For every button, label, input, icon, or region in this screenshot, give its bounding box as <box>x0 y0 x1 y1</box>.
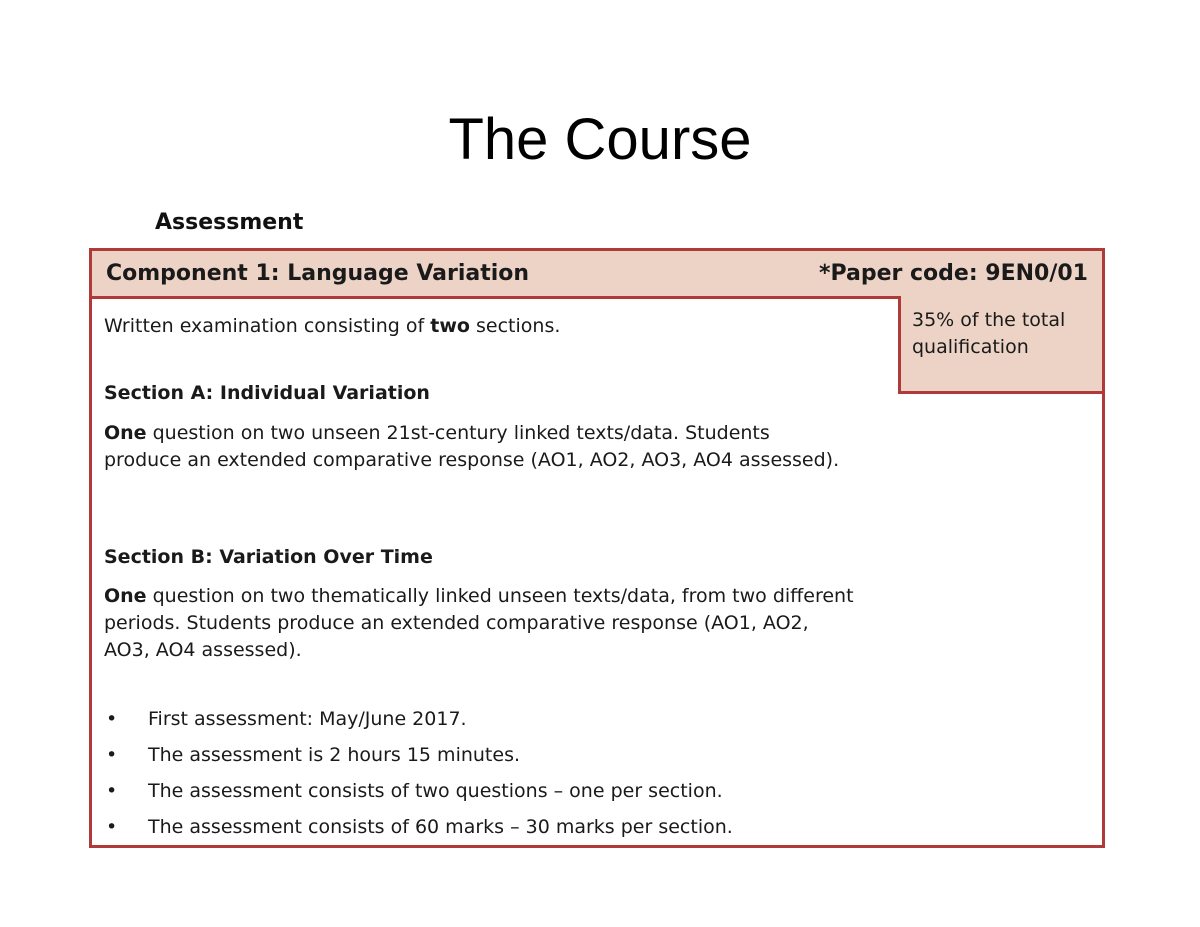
weighting-cell: 35% of the total qualification <box>898 296 1102 394</box>
bullet-icon: • <box>106 744 118 766</box>
section-a-heading: Section A: Individual Variation <box>104 382 430 404</box>
paper-code: *Paper code: 9EN0/01 <box>818 261 1088 286</box>
section-b-body: question on two thematically linked unseen texts/data, from two different periods. Students produce an extended comparative response (AO1, AO2, AO3, AO4 assessed). <box>104 585 854 661</box>
section-b-lead: One <box>104 585 147 607</box>
list-item <box>92 778 892 814</box>
bullet-icon: • <box>106 780 118 802</box>
intro-text <box>104 313 864 340</box>
assessment-heading: Assessment <box>155 210 304 235</box>
section-b-text <box>104 583 854 664</box>
bullet-icon: • <box>106 816 118 838</box>
section-a-text <box>104 420 849 474</box>
intro-prefix: Written examination consisting of <box>104 315 431 337</box>
list-item <box>92 814 892 850</box>
component-spec-box <box>89 248 1105 848</box>
bullet-text: First assessment: May/June 2017. <box>148 708 467 730</box>
bullet-text: The assessment consists of two questions – one per section. <box>148 780 723 802</box>
section-b-heading: Section B: Variation Over Time <box>104 546 433 568</box>
list-item <box>92 742 892 778</box>
section-a-body: question on two unseen 21st-century linked texts/data. Students produce an extended comparative response (AO1, AO2, AO3, AO4 assessed). <box>104 422 840 471</box>
slide-title: The Course <box>448 107 752 172</box>
intro-emphasis: two <box>430 315 470 337</box>
bullet-text: The assessment consists of 60 marks – 30 marks per section. <box>148 816 733 838</box>
list-item <box>92 706 892 742</box>
bullet-icon: • <box>106 708 118 730</box>
assessment-bullet-list <box>92 706 892 850</box>
component-title: Component 1: Language Variation <box>106 261 530 286</box>
section-a-lead: One <box>104 422 147 444</box>
component-header <box>92 251 1102 299</box>
intro-suffix: sections. <box>469 315 561 337</box>
bullet-text: The assessment is 2 hours 15 minutes. <box>148 744 521 766</box>
